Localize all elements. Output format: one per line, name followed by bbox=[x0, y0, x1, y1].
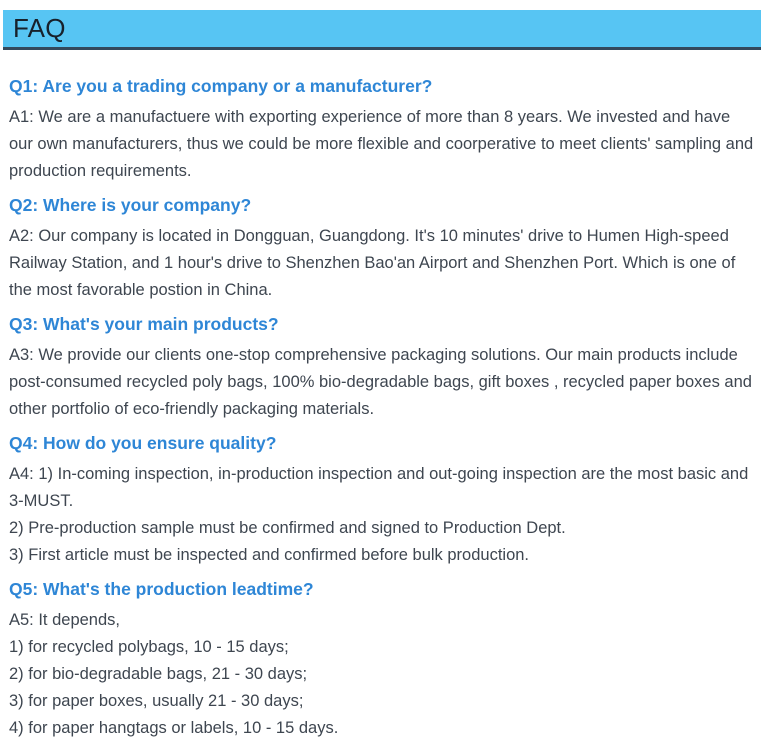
faq-answer-line: 2) for bio-degradable bags, 21 - 30 days; bbox=[9, 665, 308, 683]
faq-answer-line: A2: Our company is located in Dongguan, Guangdong. It's 10 minutes' drive to Humen High-speed Railway Station, and 1 hour's drive to Shenzhen Bao'an Airport and Shenzhen Port. Which is one of the most favorable postion in China. bbox=[9, 227, 736, 299]
faq-answer-line: A1: We are a manufactuere with exporting experience of more than 8 years. We invested and have our own manufacturers, thus we could be more flexible and coorperative to meet clients' sampling and production requirements. bbox=[9, 108, 754, 180]
faq-question: Q1: Are you a trading company or a manufacturer? bbox=[9, 76, 433, 96]
faq-item bbox=[9, 578, 756, 742]
faq-answer-line: 3) for paper boxes, usually 21 - 30 days; bbox=[9, 692, 304, 710]
faq-section-title: FAQ bbox=[13, 13, 66, 43]
faq-answer bbox=[9, 607, 756, 742]
faq-answer-line: 2) Pre-production sample must be confirmed and signed to Production Dept. bbox=[9, 519, 566, 537]
faq-question: Q2: Where is your company? bbox=[9, 195, 252, 215]
faq-answer bbox=[9, 223, 756, 304]
faq-answer bbox=[9, 461, 756, 569]
faq-question: Q5: What's the production leadtime? bbox=[9, 579, 314, 599]
faq-content bbox=[0, 50, 765, 742]
faq-question: Q3: What's your main products? bbox=[9, 314, 279, 334]
faq-answer-line: 3) First article must be inspected and confirmed before bulk production. bbox=[9, 546, 530, 564]
faq-answer-line: A3: We provide our clients one-stop comprehensive packaging solutions. Our main products include post-consumed recycled poly bags, 100% bio-degradable bags, gift boxes , recycled paper boxes and other portfolio of eco-friendly packaging materials. bbox=[9, 346, 752, 418]
faq-answer bbox=[9, 342, 756, 423]
faq-answer-line: 4) for paper hangtags or labels, 10 - 15 days. bbox=[9, 719, 339, 737]
faq-answer-line: A4: 1) In-coming inspection, in-production inspection and out-going inspection are the most basic and 3-MUST. bbox=[9, 465, 749, 510]
faq-item bbox=[9, 432, 756, 569]
faq-answer bbox=[9, 104, 756, 185]
faq-question: Q4: How do you ensure quality? bbox=[9, 433, 277, 453]
faq-item bbox=[9, 194, 756, 304]
faq-item bbox=[9, 75, 756, 185]
faq-answer-line: A5: It depends, bbox=[9, 611, 120, 629]
faq-section-header bbox=[3, 10, 761, 50]
faq-item bbox=[9, 313, 756, 423]
faq-answer-line: 1) for recycled polybags, 10 - 15 days; bbox=[9, 638, 289, 656]
